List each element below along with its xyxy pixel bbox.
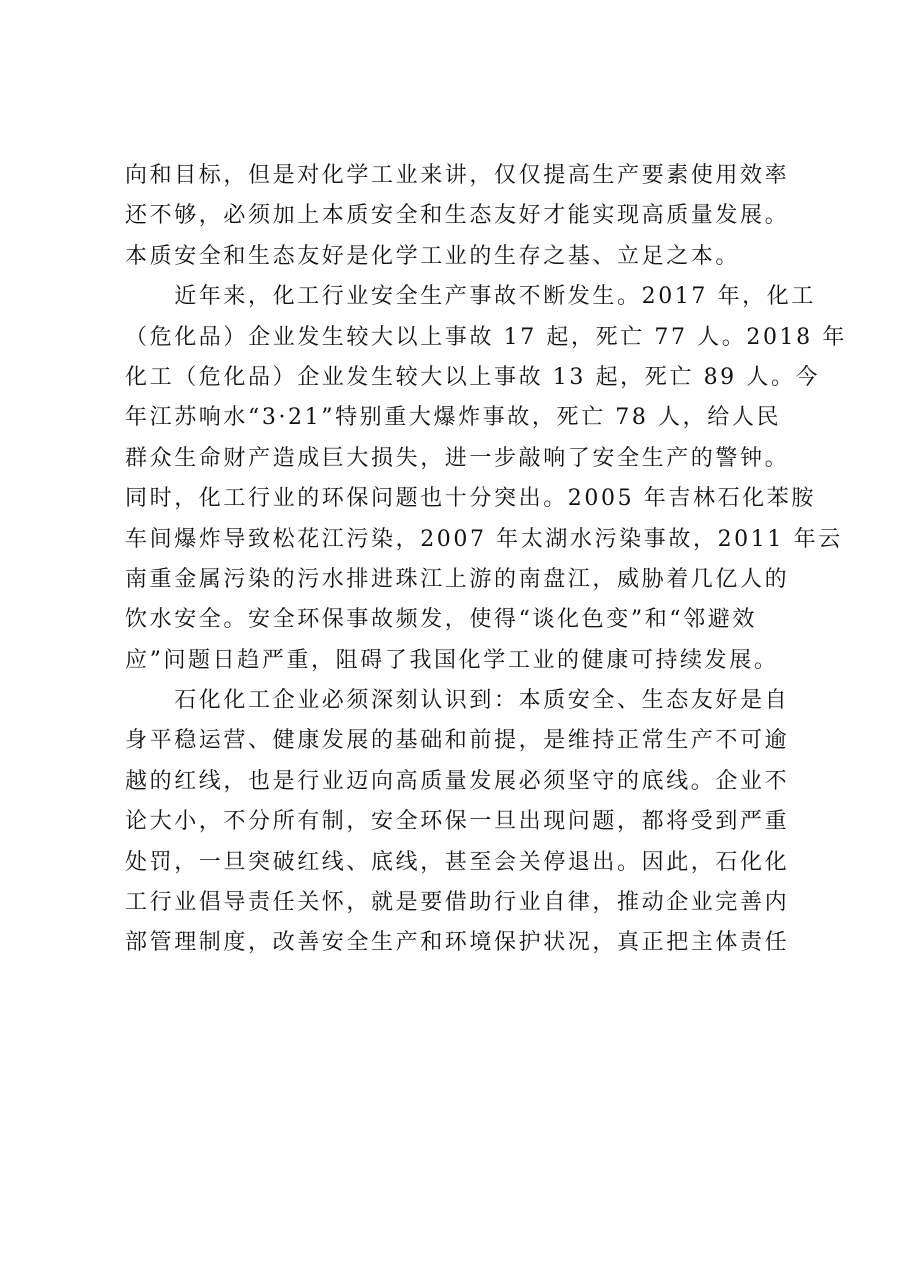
- text-line: 年江苏响水“3·21”特别重大爆炸事故，死亡 78 人，给人民: [125, 405, 782, 431]
- text-line: 本质安全和生态友好是化学工业的生存之基、立足之本。: [125, 243, 741, 269]
- text-line: 近年来，化工行业安全生产事故不断发生。2017 年，化工: [125, 284, 816, 310]
- text-line: （危化品）企业发生较大以上事故 17 起，死亡 77 人。2018 年: [125, 324, 847, 350]
- text-line: 部管理制度，改善安全生产和环境保护状况，真正把主体责任: [125, 930, 790, 956]
- text-line: 饮水安全。安全环保事故频发，使得“谈化色变”和“邻避效: [125, 607, 757, 633]
- text-line: 身平稳运营、健康发展的基础和前提，是维持正常生产不可逾: [125, 728, 790, 754]
- text-line: 应”问题日趋严重，阻碍了我国化学工业的健康可持续发展。: [125, 647, 779, 673]
- body-text: [125, 156, 847, 964]
- text-line: 越的红线，也是行业迈向高质量发展必须坚守的底线。企业不: [125, 768, 790, 794]
- text-line: 群众生命财产造成巨大损失，进一步敲响了安全生产的警钟。: [125, 445, 790, 471]
- text-line: 向和目标，但是对化学工业来讲，仅仅提高生产要素使用效率: [125, 163, 790, 188]
- text-line: 车间爆炸导致松花江污染，2007 年太湖水污染事故，2011 年云: [125, 526, 843, 552]
- text-line: 南重金属污染的污水排进珠江上游的南盘江，威胁着几亿人的: [125, 566, 790, 592]
- text-line: 化工（危化品）企业发生较大以上事故 13 起，死亡 89 人。今: [125, 364, 821, 390]
- text-line: 工行业倡导责任关怀，就是要借助行业自律，推动企业完善内: [125, 890, 790, 916]
- text-line: 处罚，一旦突破红线、底线，甚至会关停退出。因此，石化化: [125, 849, 790, 875]
- text-line: 同时，化工行业的环保问题也十分突出。2005 年吉林石化苯胺: [125, 486, 816, 512]
- text-line: 论大小，不分所有制，安全环保一旦出现问题，都将受到严重: [125, 809, 790, 835]
- text-line: 还不够，必须加上本质安全和生态友好才能实现高质量发展。: [125, 203, 790, 229]
- text-line: 石化化工企业必须深刻认识到：本质安全、生态友好是自: [125, 688, 790, 714]
